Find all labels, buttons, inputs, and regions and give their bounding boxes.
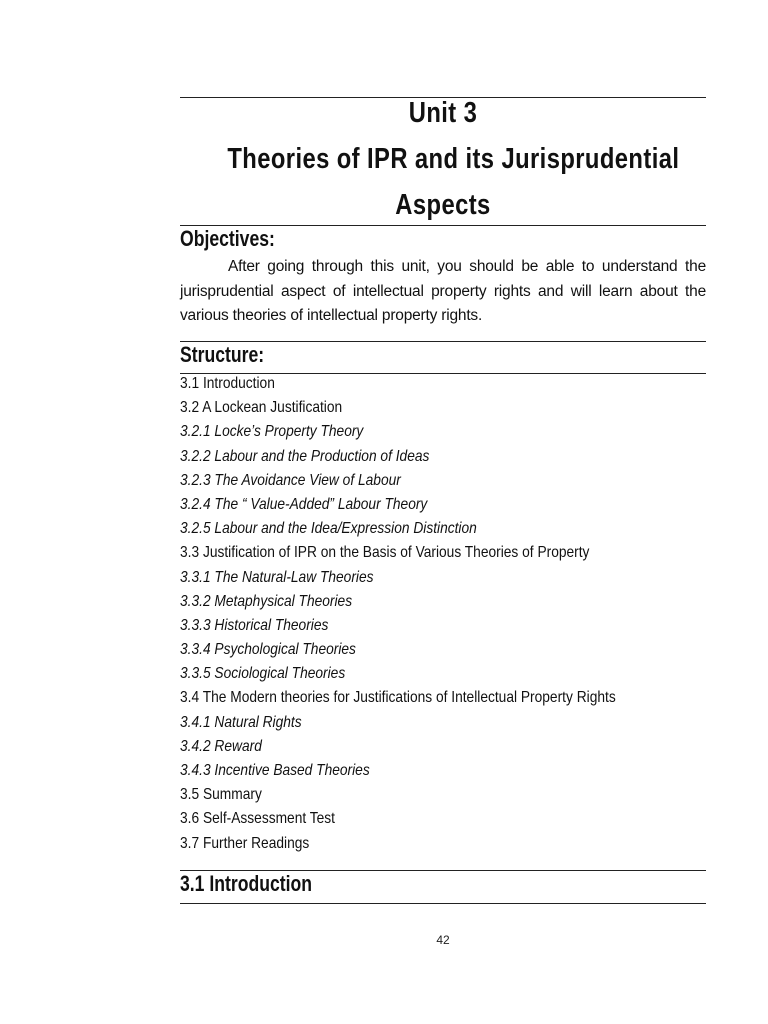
structure-item: 3.2.1 Locke’s Property Theory <box>180 423 364 441</box>
structure-item: 3.2 A Lockean Justification <box>180 399 343 417</box>
structure-item: 3.6 Self-Assessment Test <box>180 810 336 828</box>
structure-item: 3.4 The Modern theories for Justifications of Intellectual Property Rights <box>180 689 616 707</box>
structure-item: 3.4.1 Natural Rights <box>180 713 302 731</box>
structure-item: 3.3.2 Metaphysical Theories <box>180 592 353 610</box>
objectives-heading: Objectives: <box>180 226 275 251</box>
structure-item: 3.2.5 Labour and the Idea/Expression Distinction <box>180 520 477 538</box>
objectives-text: After going through this unit, you should be able to understand the jurisprudential aspect of intellectual property rights and will learn about the various theories of intellectual property rights. <box>180 258 706 324</box>
structure-item: 3.4.3 Incentive Based Theories <box>180 762 370 779</box>
structure-item: 3.7 Further Readings <box>180 834 310 852</box>
structure-item: 3.3.5 Sociological Theories <box>180 665 346 683</box>
structure-item: 3.2.3 The Avoidance View of Labour <box>180 471 401 489</box>
page-number: 42 <box>436 933 450 947</box>
structure-item: 3.4.2 Reward <box>180 737 262 755</box>
structure-item: 3.1 Introduction <box>180 375 275 392</box>
structure-item: 3.2.4 The “ Value-Added” Labour Theory <box>180 495 428 513</box>
structure-item: 3.3.4 Psychological Theories <box>180 641 356 659</box>
unit-heading <box>227 90 680 228</box>
introduction-heading: 3.1 Introduction <box>180 871 312 896</box>
document-page <box>180 0 706 1024</box>
structure-item: 3.5 Summary <box>180 786 262 804</box>
objectives-paragraph <box>180 255 706 329</box>
unit-title-line2: Aspects <box>395 189 491 221</box>
structure-heading: Structure: <box>180 342 265 367</box>
introduction-rule-bottom <box>180 903 706 904</box>
structure-item: 3.2.2 Labour and the Production of Ideas <box>180 447 430 465</box>
unit-number: Unit 3 <box>408 97 478 129</box>
structure-item: 3.3 Justification of IPR on the Basis of Various Theories of Property <box>180 544 590 562</box>
unit-title-line1: Theories of IPR and its Jurisprudential <box>227 143 680 175</box>
structure-item: 3.3.1 The Natural-Law Theories <box>180 568 374 586</box>
structure-item: 3.3.3 Historical Theories <box>180 616 329 634</box>
structure-list <box>180 372 706 856</box>
